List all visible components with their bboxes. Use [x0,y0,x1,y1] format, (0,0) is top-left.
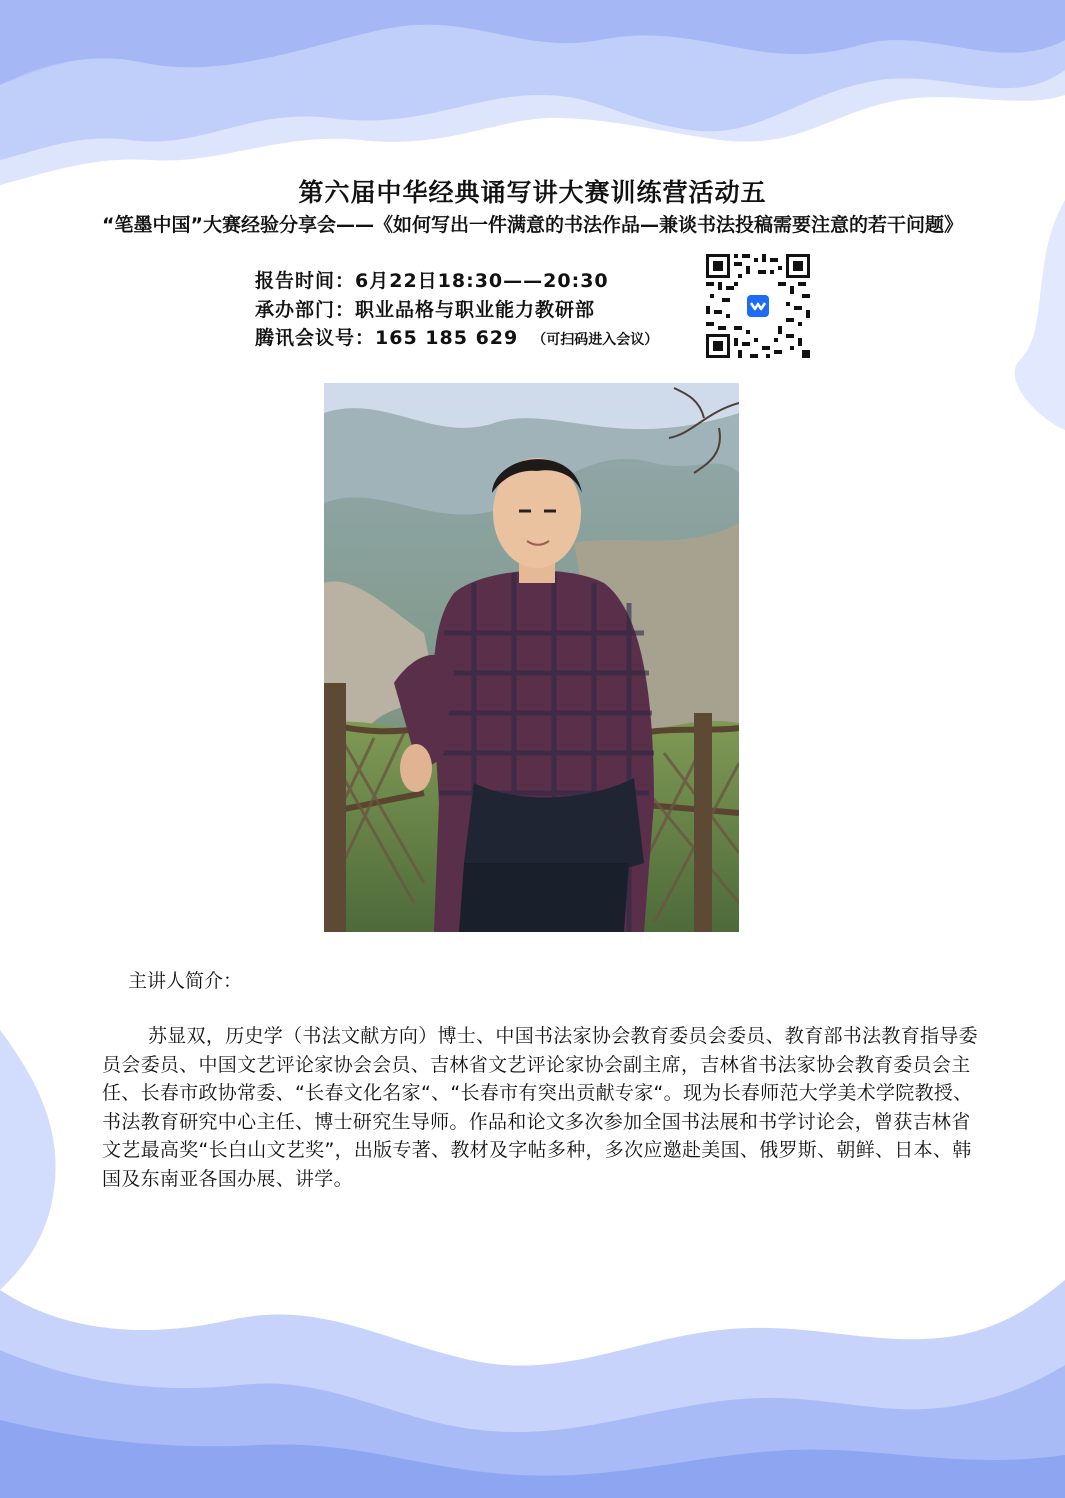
speaker-bio-text: 苏显双，历史学（书法文献方向）博士、中国书法家协会教育委员会委员、教育部书法教育指导委员会委员、中国文艺评论家协会会员、吉林省文艺评论家协会副主席，吉林省书法家协会教育委员会主任、长春市政协常委、“长春文化名家“、“长春市有突出贡献专家“。现为长春师范大学美术学院教授、书法教育研究中心主任、博士研究生导师。作品和论文多次参加全国书法展和书学讨论会，曾获吉林省文艺最高奖“长白山文艺奖”，出版专著、教材及字帖多种，多次应邀赴美国、俄罗斯、朝鲜、日本、韩国及东南亚各国办展、讲学。 [102,1025,978,1190]
meeting-id-row [255,323,658,350]
host-dept-row [255,295,595,322]
host-dept-label: 承办部门： [255,299,356,321]
speaker-intro-heading: 主讲人简介： [128,970,243,992]
meeting-id-value: 165 185 629 [375,327,519,349]
report-time-value: 6月22日18:30——20:30 [355,270,609,292]
meeting-id-label: 腾讯会议号： [255,327,376,349]
host-dept-value: 职业品格与职业能力教研部 [355,299,596,321]
meeting-scan-note: （可扫码进入会议） [532,332,659,348]
event-title: 第六届中华经典诵写讲大赛训练营活动五 [298,178,767,207]
speaker-bio [102,1022,982,1193]
meeting-qr-code[interactable] [704,252,812,360]
event-subtitle: “笔墨中国”大赛经验分享会——《如何写出一件满意的书法作品—兼谈书法投稿需要注意的若干问题》 [102,214,963,236]
report-time-label: 报告时间： [255,270,356,292]
report-time-row [255,266,609,293]
speaker-photo [324,383,739,932]
